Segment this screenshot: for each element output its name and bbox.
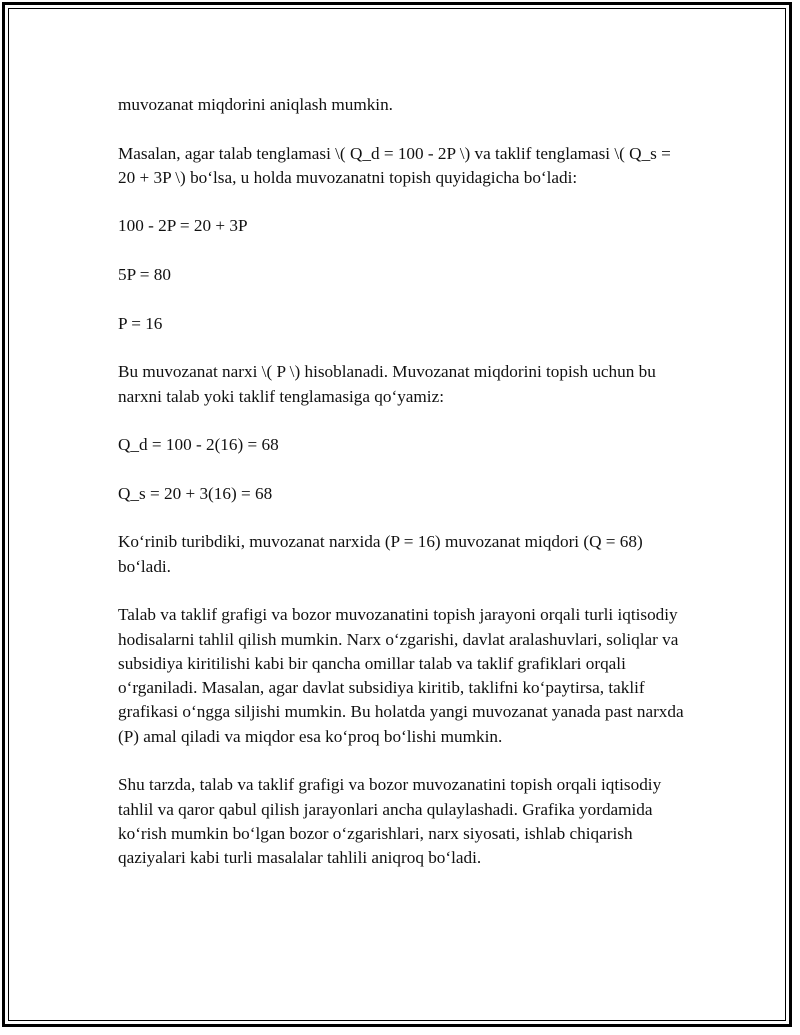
paragraph-result: Ko‘rinib turibdiki, muvozanat narxida (P = 16) muvozanat miqdori (Q = 68) bo‘ladi.: [118, 532, 643, 576]
paragraph-analysis: Talab va taklif grafigi va bozor muvozanatini topish jarayoni orqali turli iqtisodiy hodisalarni tahlil qilish mumkin. Narx o‘zgarishi, davlat aralashuvlari, soliqlar va subsidiya kiritilishi kabi bir qancha omillar talab va taklif grafiklari orqali o‘rganiladi. Masalan, agar davlat subsidiya kiritib, taklifni ko‘paytirsa, taklif grafikasi o‘ngga siljishi mumkin. Bu holatda yangi muvozanat yanada past narxda (P) amal qiladi va miqdor esa ko‘proq bo‘lishi mumkin.: [118, 605, 684, 746]
equation-qs: Q_s = 20 + 3(16) = 68: [118, 483, 273, 503]
equation-price: P = 16: [118, 313, 163, 333]
document-body: [118, 93, 690, 895]
equation-5p: 5P = 80: [118, 265, 171, 285]
equation-equilibrium: 100 - 2P = 20 + 3P: [118, 216, 248, 236]
paragraph-example-equations: Masalan, agar talab tenglamasi \( Q_d = 100 - 2P \) va taklif tenglamasi \( Q_s = 20 + 3P \) bo‘lsa, u holda muvozanatni topish quyidagicha bo‘ladi:: [118, 143, 671, 187]
paragraph-equilibrium-price: Bu muvozanat narxi \( P \) hisoblanadi. Muvozanat miqdorini topish uchun bu narxni talab yoki taklif tenglamasiga qo‘yamiz:: [118, 362, 656, 406]
equation-qd: Q_d = 100 - 2(16) = 68: [118, 435, 279, 455]
paragraph-conclusion: Shu tarzda, talab va taklif grafigi va bozor muvozanatini topish orqali iqtisodiy tahlil va qaror qabul qilish jarayonlari ancha qulaylashadi. Grafika yordamida ko‘rish mumkin bo‘lgan bozor o‘zgarishlari, narx siyosati, ishlab chiqarish qaziyalari kabi turli masalalar tahlili aniqroq bo‘ladi.: [118, 775, 662, 868]
paragraph-intro-fragment: muvozanat miqdorini aniqlash mumkin.: [118, 95, 393, 114]
